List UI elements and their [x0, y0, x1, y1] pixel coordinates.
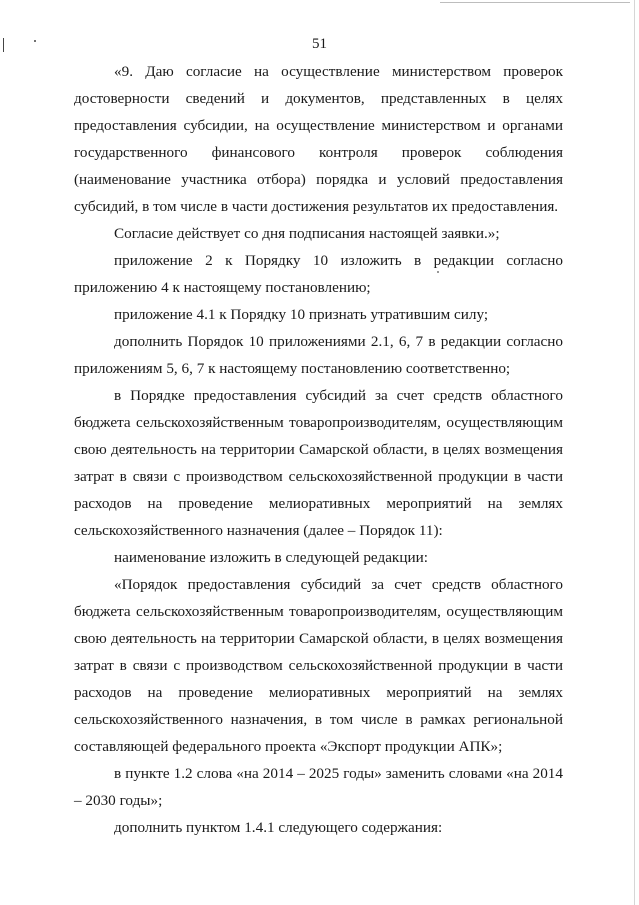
paragraph-add-appendices: дополнить Порядок 10 приложениями 2.1, 6, 7 в редакции согласно приложениям 5, 6, 7 к настоящему постановлению соответственно;: [74, 333, 563, 377]
paragraph-appendix-4-1: приложение 4.1 к Порядку 10 признать утратившим силу;: [114, 306, 489, 323]
paragraph-title-change: наименование изложить в следующей редакции:: [114, 549, 428, 566]
paragraph-new-title: «Порядок предоставления субсидий за счет средств областного бюджета сельскохозяйственным товаропроизводителям, осуществляющим свою деятельность на территории Самарской области, в целях возмещения затрат в связи с производством сельскохозяйственной продукции в части расходов на проведение мелиоративных мероприятий на землях сельскохозяйственного назначения, в том числе в рамках региональной составляющей федерального проекта «Экспорт продукции АПК»;: [74, 576, 563, 755]
paragraph-clause-1-4-1: дополнить пунктом 1.4.1 следующего содержания:: [114, 819, 443, 836]
paragraph-procedure-11: в Порядке предоставления субсидий за счет средств областного бюджета сельскохозяйственным товаропроизводителям, осуществляющим свою деятельность на территории Самарской области, в целях возмещения затрат в связи с производством сельскохозяйственной продукции в части расходов на проведение мелиоративных мероприятий на землях сельскохозяйственного назначения (далее – Порядок 11):: [74, 387, 563, 539]
paragraph-consent-validity: Согласие действует со дня подписания настоящей заявки.»;: [114, 225, 500, 242]
paragraph-consent-clause: «9. Даю согласие на осуществление министерством проверок достоверности сведений и документов, представленных в целях предоставления субсидии, на осуществление министерством и органами государственного финансового контроля проверок соблюдения (наименование участника отбора) порядка и условий предоставления субсидий, в том числе в части достижения результатов их предоставления.: [74, 63, 563, 215]
document-body: [74, 58, 563, 841]
paragraph-appendix-2: приложение 2 к Порядку 10 изложить в редакции согласно приложению 4 к настоящему постановлению;: [74, 252, 563, 296]
page-number: 51: [312, 36, 327, 52]
scan-edge-mark: [634, 0, 635, 905]
scan-edge-mark: [440, 2, 630, 3]
paragraph-clause-1-2: в пункте 1.2 слова «на 2014 – 2025 годы» заменить словами «на 2014 – 2030 годы»;: [74, 765, 563, 809]
